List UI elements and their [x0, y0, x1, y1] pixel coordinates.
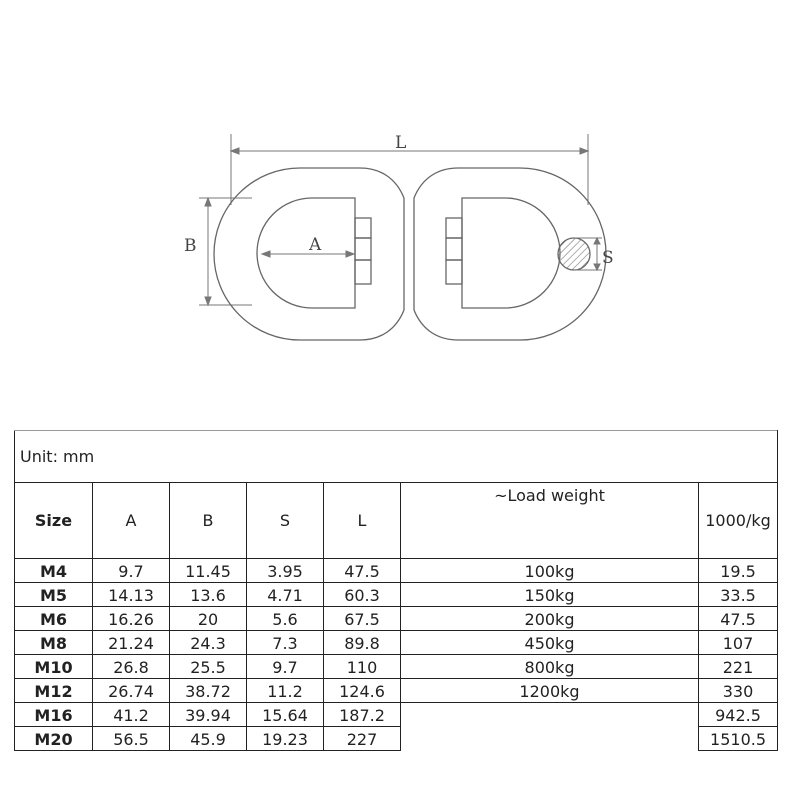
cell-load: 800kg	[401, 655, 699, 679]
header-size: Size	[15, 483, 93, 559]
cell-weight: 47.5	[699, 607, 778, 631]
table-row	[15, 727, 778, 751]
cell-weight: 1510.5	[699, 727, 778, 751]
cell-a: 14.13	[93, 583, 170, 607]
cell-a: 41.2	[93, 703, 170, 727]
cell-s: 19.23	[247, 727, 324, 751]
cell-l: 60.3	[324, 583, 401, 607]
cell-weight: 107	[699, 631, 778, 655]
cell-s: 7.3	[247, 631, 324, 655]
dimension-a	[262, 251, 354, 257]
dimension-l-label: L	[395, 133, 407, 153]
cell-b: 24.3	[170, 631, 247, 655]
cell-b: 25.5	[170, 655, 247, 679]
cell-weight: 221	[699, 655, 778, 679]
header-a: A	[93, 483, 170, 559]
header-row	[15, 483, 778, 559]
cell-size: M12	[15, 679, 93, 703]
table-row	[15, 655, 778, 679]
cell-size: M4	[15, 559, 93, 583]
cell-l: 187.2	[324, 703, 401, 727]
table-row	[15, 679, 778, 703]
dimension-b-label: B	[184, 236, 197, 256]
cell-s: 5.6	[247, 607, 324, 631]
dimension-a-label: A	[309, 235, 322, 255]
cell-load	[401, 703, 699, 727]
cell-s: 15.64	[247, 703, 324, 727]
cell-size: M20	[15, 727, 93, 751]
cell-weight: 19.5	[699, 559, 778, 583]
cell-b: 11.45	[170, 559, 247, 583]
cell-load	[401, 727, 699, 751]
cell-a: 21.24	[93, 631, 170, 655]
cell-a: 26.8	[93, 655, 170, 679]
cell-a: 9.7	[93, 559, 170, 583]
cell-size: M10	[15, 655, 93, 679]
table-row	[15, 559, 778, 583]
cell-s: 3.95	[247, 559, 324, 583]
cell-b: 20	[170, 607, 247, 631]
header-load-weight: ~Load weight	[401, 483, 699, 559]
cell-b: 13.6	[170, 583, 247, 607]
cell-b: 39.94	[170, 703, 247, 727]
cell-b: 38.72	[170, 679, 247, 703]
cell-load: 1200kg	[401, 679, 699, 703]
cell-weight: 942.5	[699, 703, 778, 727]
cell-s: 4.71	[247, 583, 324, 607]
cell-load: 100kg	[401, 559, 699, 583]
header-weight: 1000/kg	[699, 483, 778, 559]
cell-size: M6	[15, 607, 93, 631]
cell-l: 89.8	[324, 631, 401, 655]
table-row	[15, 583, 778, 607]
cell-s: 11.2	[247, 679, 324, 703]
header-s: S	[247, 483, 324, 559]
header-l: L	[324, 483, 401, 559]
dimension-b	[199, 198, 252, 305]
cell-a: 26.74	[93, 679, 170, 703]
cell-size: M16	[15, 703, 93, 727]
cell-s: 9.7	[247, 655, 324, 679]
header-b: B	[170, 483, 247, 559]
cell-l: 227	[324, 727, 401, 751]
cell-l: 47.5	[324, 559, 401, 583]
cell-b: 45.9	[170, 727, 247, 751]
table-row	[15, 703, 778, 727]
cell-l: 124.6	[324, 679, 401, 703]
unit-label: Unit: mm	[15, 431, 778, 483]
wire-cross-section	[558, 238, 590, 270]
table-row	[15, 607, 778, 631]
table-row	[15, 631, 778, 655]
cell-l: 67.5	[324, 607, 401, 631]
cell-size: M5	[15, 583, 93, 607]
cell-weight: 330	[699, 679, 778, 703]
cell-weight: 33.5	[699, 583, 778, 607]
cell-load: 450kg	[401, 631, 699, 655]
cell-load: 150kg	[401, 583, 699, 607]
dimension-s-label: S	[602, 248, 614, 268]
center-shaft	[404, 198, 414, 310]
cell-a: 16.26	[93, 607, 170, 631]
cell-a: 56.5	[93, 727, 170, 751]
cell-load: 200kg	[401, 607, 699, 631]
cell-size: M8	[15, 631, 93, 655]
cell-l: 110	[324, 655, 401, 679]
specification-table	[14, 430, 778, 751]
